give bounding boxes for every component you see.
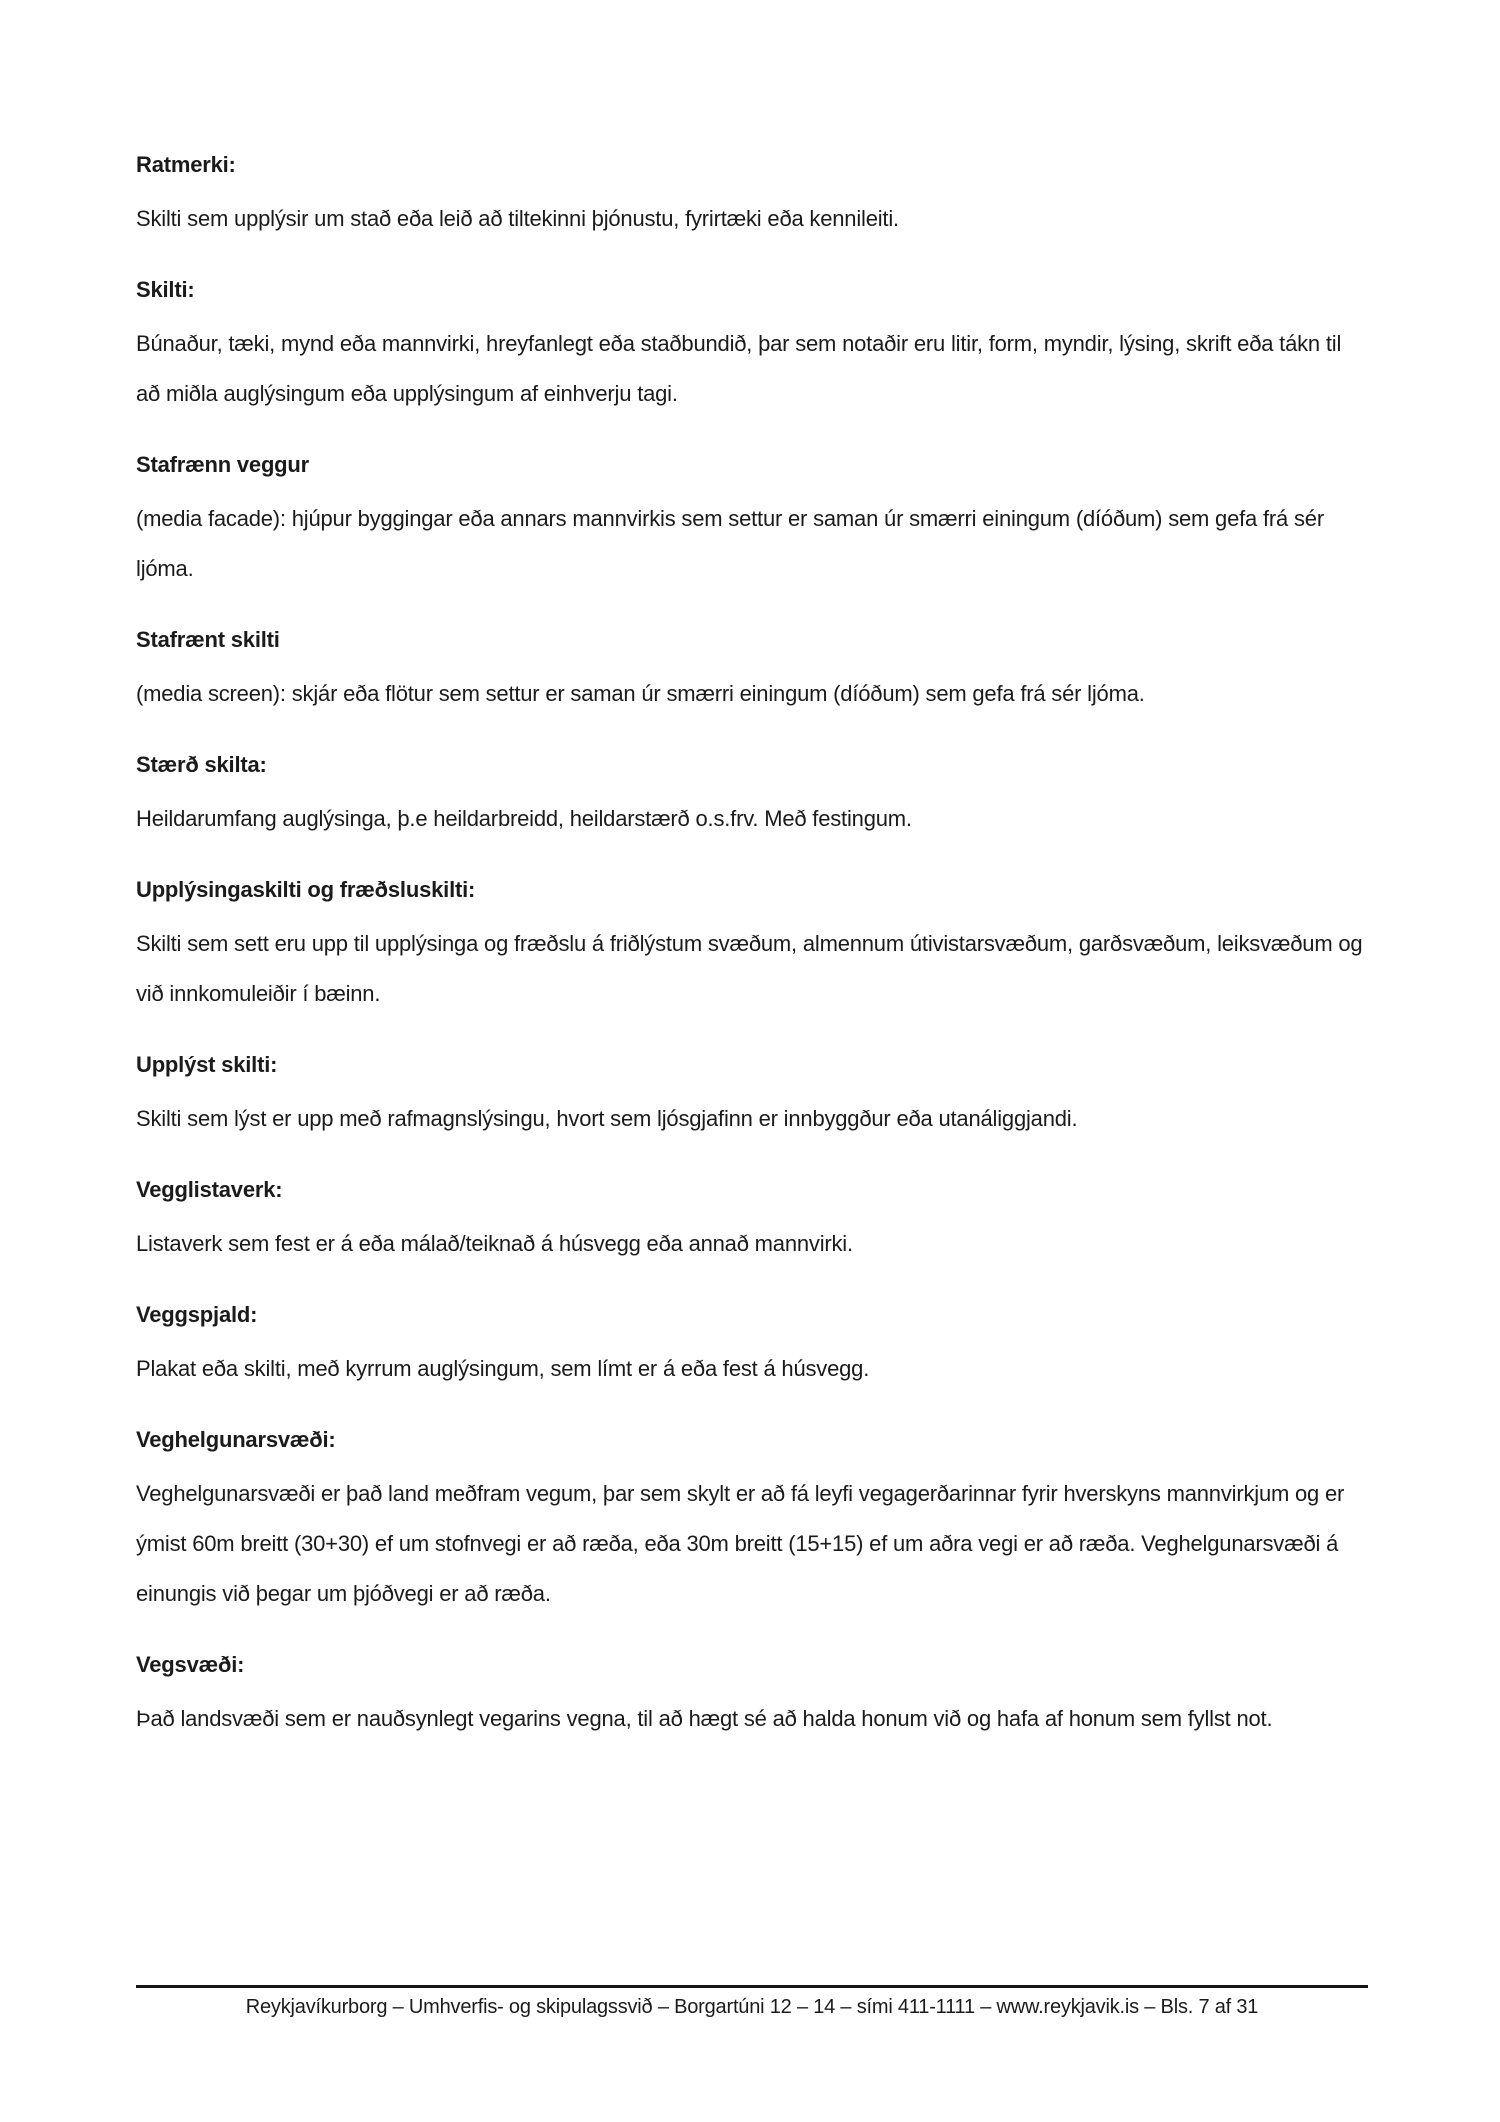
section-heading: Veghelgunarsvæði:	[136, 1427, 336, 1452]
section-heading: Veggspjald:	[136, 1302, 258, 1327]
section-paragraph: Plakat eða skilti, með kyrrum auglýsingum, sem límt er á eða fest á húsvegg.	[136, 1356, 870, 1381]
section-paragraph: (media screen): skjár eða flötur sem settur er saman úr smærri einingum (díóðum) sem gefa frá sér ljóma.	[136, 681, 1145, 706]
definition-section	[136, 1290, 1368, 1394]
definition-section	[136, 1415, 1368, 1619]
definition-section	[136, 440, 1368, 594]
definition-section	[136, 1640, 1368, 1744]
definition-section	[136, 865, 1368, 1019]
footer-text: Reykjavíkurborg – Umhverfis- og skipulagssvið – Borgartúni 12 – 14 – sími 411-1111 – www.reykjavik.is – Bls. 7 af 31	[245, 1996, 1259, 2018]
definition-section	[136, 1165, 1368, 1269]
section-paragraph: Búnaður, tæki, mynd eða mannvirki, hreyfanlegt eða staðbundið, þar sem notaðir eru litir, form, myndir, lýsing, skrift eða tákn til að miðla auglýsingum eða upplýsingum af einhverju tagi.	[136, 331, 1342, 406]
section-heading: Vegglistaverk:	[136, 1177, 283, 1202]
section-heading: Stafrænn veggur	[136, 452, 310, 477]
section-paragraph: Skilti sem upplýsir um stað eða leið að tiltekinni þjónustu, fyrirtæki eða kennileiti.	[136, 206, 899, 231]
definition-section	[136, 1040, 1368, 1144]
section-heading: Vegsvæði:	[136, 1652, 245, 1677]
definition-section	[136, 265, 1368, 419]
section-heading: Ratmerki:	[136, 152, 236, 177]
definition-section	[136, 615, 1368, 719]
page-footer	[136, 1985, 1368, 2021]
section-heading: Upplýst skilti:	[136, 1052, 278, 1077]
section-paragraph: Skilti sem lýst er upp með rafmagnslýsingu, hvort sem ljósgjafinn er innbyggður eða utanáliggjandi.	[136, 1106, 1078, 1131]
section-paragraph: Veghelgunarsvæði er það land meðfram vegum, þar sem skylt er að fá leyfi vegagerðarinnar fyrir hverskyns mannvirkjum og er ýmist 60m breitt (30+30) ef um stofnvegi er að ræða, eða 30m breitt (15+15) ef um aðra vegi er að ræða. Veghelgunarsvæði á einungis við þegar um þjóðvegi er að ræða.	[136, 1481, 1345, 1606]
section-heading: Upplýsingaskilti og fræðsluskilti:	[136, 877, 476, 902]
document-body	[136, 140, 1368, 1765]
section-heading: Stafrænt skilti	[136, 627, 280, 652]
section-paragraph: Listaverk sem fest er á eða málað/teiknað á húsvegg eða annað mannvirki.	[136, 1231, 853, 1256]
section-paragraph: (media facade): hjúpur byggingar eða annars mannvirkis sem settur er saman úr smærri einingum (díóðum) sem gefa frá sér ljóma.	[136, 506, 1324, 581]
section-paragraph: Skilti sem sett eru upp til upplýsinga og fræðslu á friðlýstum svæðum, almennum útivistarsvæðum, garðsvæðum, leiksvæðum og við innkomuleiðir í bæinn.	[136, 931, 1363, 1006]
section-heading: Stærð skilta:	[136, 752, 267, 777]
section-paragraph: Það landsvæði sem er nauðsynlegt vegarins vegna, til að hægt sé að halda honum við og hafa af honum sem fyllst not.	[136, 1706, 1273, 1731]
definition-section	[136, 740, 1368, 844]
definition-section	[136, 140, 1368, 244]
section-paragraph: Heildarumfang auglýsinga, þ.e heildarbreidd, heildarstærð o.s.frv. Með festingum.	[136, 806, 912, 831]
section-heading: Skilti:	[136, 277, 195, 302]
